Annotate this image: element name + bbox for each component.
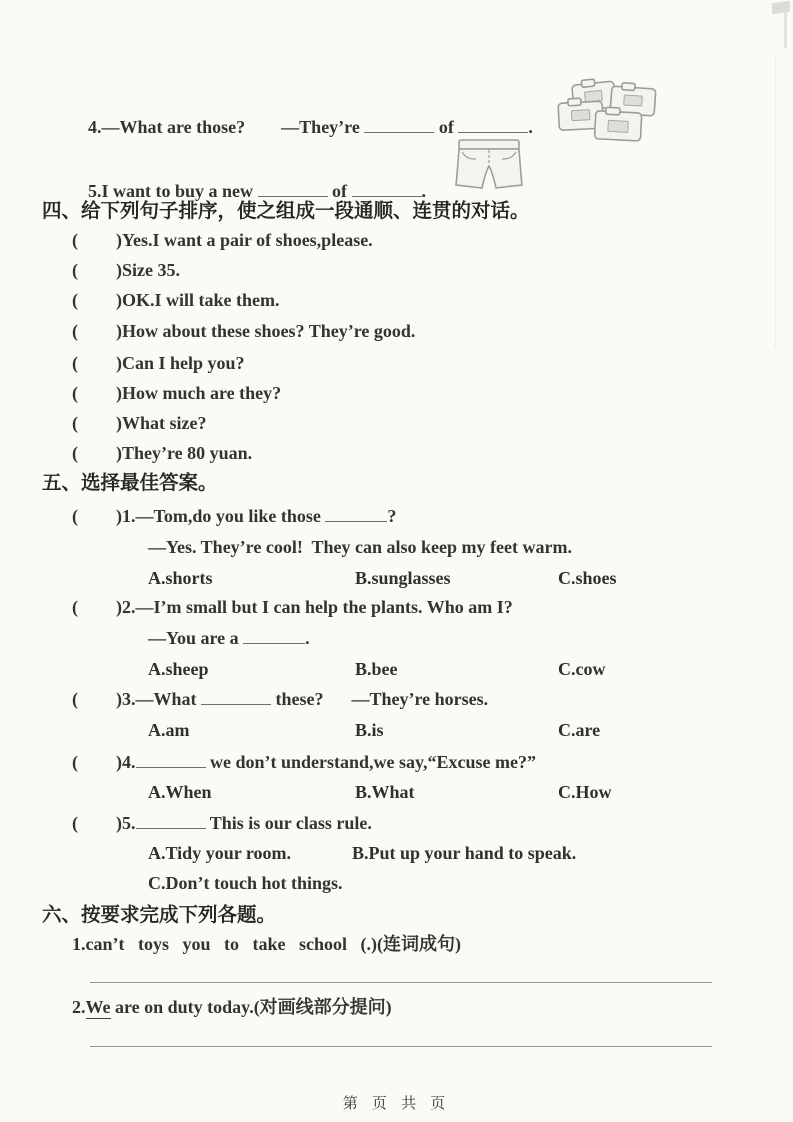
of-text: of [332,181,348,201]
paren-close: ) [116,260,122,280]
mcq-options-2 [0,656,793,682]
paren-open: ( [72,290,78,310]
ordering-item [72,287,280,313]
blank-line [243,638,305,644]
ordering-item [72,257,180,283]
sentence-text: Size 35. [122,260,180,280]
answer-line [90,1046,712,1047]
sentence-text: Can I help you? [122,353,245,373]
item-number: 5. [88,181,102,201]
question-text: these? [275,689,324,709]
answer-text: —They’re [281,117,360,137]
question-number: 1. [122,506,136,526]
item-number: 2. [72,997,86,1017]
paren-close: ) [116,813,122,833]
blank-line [136,823,206,829]
paren-close: ) [116,443,122,463]
option-b: B.is [355,720,384,740]
paren-open: ( [72,353,78,373]
option-c: C.are [558,720,601,740]
sentence-text: How much are they? [122,383,282,403]
paren-close: ) [116,383,122,403]
question-number: 2. [122,597,136,617]
option-b: B.bee [355,659,398,679]
item-number: 1. [72,934,86,954]
mcq-question-4 [72,749,536,775]
paren-open: ( [72,443,78,463]
ordering-item [72,318,415,344]
paren-close: ) [116,689,122,709]
scan-artifact [784,10,787,48]
blank-line [364,127,434,133]
section-6-heading: 六、按要求完成下列各题。 [42,904,277,926]
paren-open: ( [72,383,78,403]
of-text: of [438,117,454,137]
paren-close: ) [116,353,122,373]
mcq-question-2-line2 [148,625,310,651]
paren-open: ( [72,752,78,772]
paren-close: ) [116,290,122,310]
blank-line [458,127,528,133]
option-b: B.What [355,782,415,802]
underlined-word: We [85,997,111,1017]
section-5-heading: 五、选择最佳答案。 [42,472,218,494]
question-text: This is our class rule. [209,813,372,833]
mcq-question-1-line2: —Yes. They’re cool! They can also keep my feet warm. [148,537,572,557]
paren-open: ( [72,813,78,833]
paren-close: ) [116,413,122,433]
question-text: —What [135,689,197,709]
section-4-heading: 四、给下列句子排序，使之组成一段通顺、连贯的对话。 [42,200,530,222]
period: . [528,117,533,137]
question-text: —Tom,do you like those [135,506,321,526]
sentence-text: Yes.I want a pair of shoes,please. [122,230,373,250]
page-footer: 第 页 共 页 [342,1095,451,1112]
answer-line [90,982,712,983]
option-b: B.sunglasses [355,568,451,588]
rewrite-item-2 [72,994,392,1020]
sentence-text: I want to buy a new [101,181,254,201]
scrambled-words: can’t toys you to take school (.)(连词成句) [85,934,461,954]
mcq-options-1 [0,565,793,591]
mcq-question-1 [72,503,396,529]
ordering-item [72,227,373,253]
sentence-text: OK.I will take them. [122,290,280,310]
option-b: B.Put up your hand to speak. [352,843,577,863]
rewrite-item-1 [72,931,461,957]
option-a: A.sheep [148,659,209,679]
sentence-text: They’re 80 yuan. [122,443,253,463]
option-c: C.shoes [558,568,617,588]
cameras-icon [545,76,663,142]
mcq-options-5 [0,840,793,866]
question-text: —What are those? [101,117,246,137]
paren-close: ) [116,321,122,341]
blank-line [325,516,387,522]
mcq-options-3 [0,717,793,743]
option-c: C.cow [558,659,606,679]
paren-open: ( [72,506,78,526]
ordering-item [72,440,252,466]
option-a: A.When [148,782,212,802]
blank-line [258,191,328,197]
question-number: 3. [122,689,136,709]
question-number: 4. [122,752,136,772]
paren-close: ) [116,752,122,772]
mcq-question-2 [72,594,513,620]
shorts-icon [452,136,526,192]
paren-close: ) [116,597,122,617]
option-c: C.Don’t touch hot things. [148,873,343,893]
period: . [305,628,310,648]
sentence-text: How about these shoes? They’re good. [122,321,416,341]
item-number: 4. [88,117,102,137]
paren-open: ( [72,321,78,341]
question-text: —I’m small but I can help the plants. Who am I? [135,597,513,617]
paren-open: ( [72,597,78,617]
option-c: C.How [558,782,612,802]
paren-open: ( [72,260,78,280]
period: . [421,181,427,201]
ordering-item [72,350,245,376]
mcq-question-3 [72,686,488,712]
mcq-question-5 [72,810,372,836]
question-number: 5. [122,813,136,833]
question-mark: ? [387,506,397,526]
blank-line [136,762,206,768]
answer-text: —They’re horses. [351,689,489,709]
scan-artifact [772,1,790,15]
option-a: A.Tidy your room. [148,843,292,863]
blank-line [352,191,422,197]
mcq-options-4 [0,779,793,805]
ordering-item [72,410,207,436]
sentence-text: are on duty today.(对画线部分提问) [110,997,392,1017]
paren-open: ( [72,689,78,709]
paren-open: ( [72,413,78,433]
ordering-item [72,380,281,406]
page-edge-line [775,58,776,348]
paren-open: ( [72,230,78,250]
paren-close: ) [116,506,122,526]
option-a: A.am [148,720,190,740]
question-text: we don’t understand,we say,“Excuse me?” [210,752,537,772]
blank-line [201,699,271,705]
option-a: A.shorts [148,568,213,588]
paren-close: ) [116,230,122,250]
sentence-text: What size? [122,413,207,433]
answer-text: —You are a [148,628,239,648]
